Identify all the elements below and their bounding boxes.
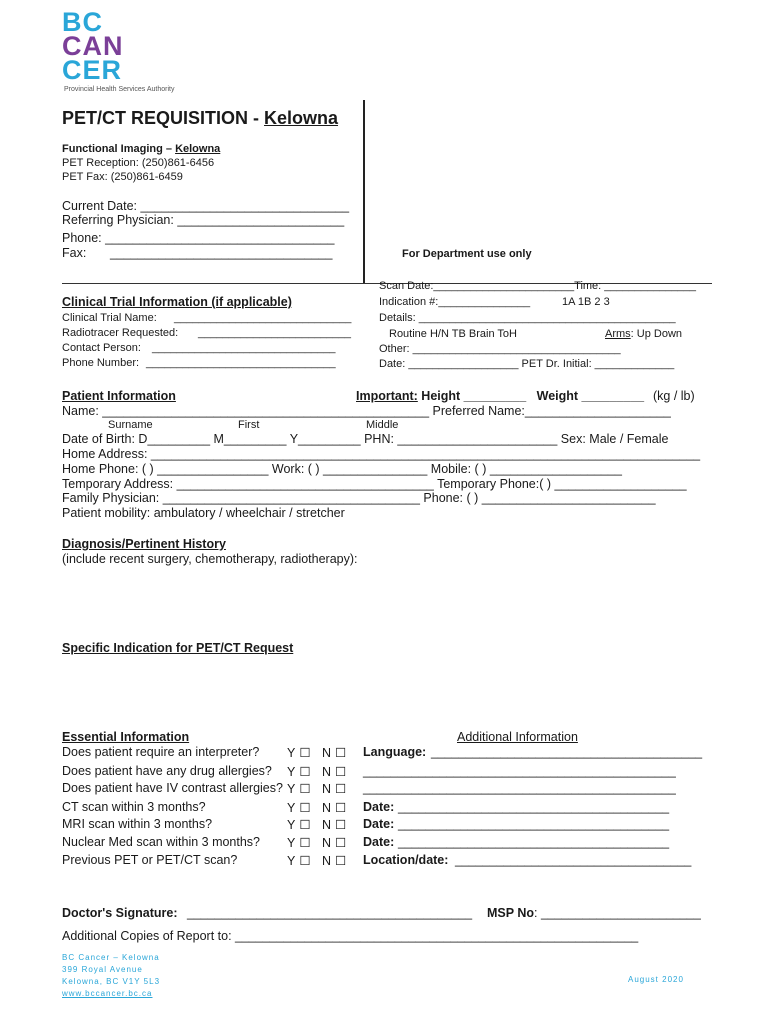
radiotracer-field[interactable]: _________________________ (198, 327, 351, 339)
department-use-heading: For Department use only (402, 248, 532, 260)
footer-website-link[interactable]: www.bccancer.bc.ca (62, 989, 153, 998)
important-label: Important: (356, 389, 418, 403)
language-field[interactable]: _______________________________________ (431, 745, 703, 759)
middle-label: Middle (366, 419, 399, 431)
details-field[interactable]: Details: __________________________________________ (379, 312, 676, 324)
yes-no-checkbox[interactable]: Y☐ N☐ (287, 801, 351, 815)
doctor-signature-label: Doctor's Signature: (62, 906, 178, 920)
logo-line-3: CER (62, 55, 123, 85)
msp-line[interactable] (487, 906, 701, 920)
additional-line-2[interactable]: _____________________________________________ (363, 781, 676, 795)
family-physician-line[interactable]: Family Physician: _____________________________________ Phone: ( ) _________________________ (62, 491, 656, 505)
essential-info-heading: Essential Information (62, 730, 190, 744)
yes-no-checkbox[interactable]: Y☐ N☐ (287, 818, 351, 832)
location-date-label: Location/date: (363, 853, 449, 867)
diagnosis-subtext: (include recent surgery, chemotherapy, radiotherapy): (62, 552, 358, 566)
dob-line[interactable]: Date of Birth: D_________ M_________ Y_________ PHN: _______________________ Sex: Male / Female (62, 432, 669, 446)
yes-no-checkbox[interactable]: Y☐ N☐ (287, 782, 351, 796)
pet-fax: PET Fax: (250)861-6459 (62, 171, 183, 183)
phone-field[interactable]: Phone: _________________________________ (62, 231, 335, 245)
date-field-2[interactable]: _______________________________________ (398, 817, 670, 831)
msp-field[interactable]: : _______________________ (534, 906, 701, 920)
page-title (62, 108, 338, 129)
first-label: First (238, 419, 260, 431)
indication-number-field[interactable]: Indication #:_______________ (379, 296, 531, 308)
yes-no-checkbox[interactable]: Y☐ N☐ (287, 746, 351, 760)
date-label-3: Date: (363, 835, 395, 849)
date-field-3[interactable]: _______________________________________ (398, 835, 670, 849)
doctor-signature-field[interactable]: _________________________________________ (187, 906, 473, 920)
language-label: Language: (363, 745, 427, 759)
temporary-address-line[interactable]: Temporary Address: _____________________________________ Temporary Phone:( ) ___________________ (62, 477, 687, 491)
height-field[interactable]: Height _________ (417, 389, 527, 403)
indication-heading: Specific Indication for PET/CT Request (62, 641, 294, 655)
trial-name-field[interactable]: _____________________________ (174, 312, 352, 324)
fi-prefix: Functional Imaging – (62, 143, 176, 155)
phone-line[interactable]: Home Phone: ( ) ________________ Work: ( ) _______________ Mobile: ( ) ___________________ (62, 462, 622, 476)
fax-label: Fax: (62, 246, 87, 260)
fi-location: Kelowna (175, 143, 221, 155)
date-label-2: Date: (363, 817, 395, 831)
patient-mobility[interactable]: Patient mobility: ambulatory / wheelchair / stretcher (62, 506, 345, 520)
arms-choices: : Up Down (630, 328, 683, 340)
arms-options (605, 328, 682, 340)
question-interpreter: Does patient require an interpreter? (62, 745, 260, 759)
title-prefix: PET/CT REQUISITION - (62, 108, 265, 128)
question-previous-pet: Previous PET or PET/CT scan? (62, 853, 238, 867)
contact-person-label: Contact Person: (62, 342, 141, 354)
trial-name-label: Clinical Trial Name: (62, 312, 157, 324)
referring-physician-field[interactable]: Referring Physician: ________________________ (62, 213, 345, 227)
weight-field[interactable]: Weight _________ (536, 389, 645, 403)
footer-line-3: Kelowna, BC V1Y 5L3 (62, 977, 161, 986)
title-location: Kelowna (264, 108, 339, 128)
question-contrast-allergies: Does patient have IV contrast allergies? (62, 781, 283, 795)
height-weight-line (356, 389, 644, 403)
question-nuclear-med: Nuclear Med scan within 3 months? (62, 835, 261, 849)
yes-no-checkbox[interactable]: Y☐ N☐ (287, 836, 351, 850)
yes-no-checkbox[interactable]: Y☐ N☐ (287, 765, 351, 779)
phone-number-field[interactable]: _______________________________ (146, 357, 336, 369)
arms-label: Arms (605, 328, 631, 340)
contact-person-field[interactable]: ______________________________ (152, 342, 336, 354)
name-field[interactable]: Name: _______________________________________________ Preferred Name:_____________________ (62, 404, 671, 418)
logo-subtitle: Provincial Health Services Authority (64, 86, 175, 93)
routine-options: Routine H/N TB Brain ToH (389, 328, 517, 340)
additional-copies-field[interactable]: Additional Copies of Report to: __________________________________________________________ (62, 929, 639, 943)
home-address-field[interactable]: Home Address: _______________________________________________________________________________ (62, 447, 701, 461)
vertical-divider (363, 100, 365, 283)
question-ct: CT scan within 3 months? (62, 800, 206, 814)
units-label: (kg / lb) (653, 389, 695, 403)
logo-line-1: BC (62, 7, 103, 37)
radiotracer-label: Radiotracer Requested: (62, 327, 179, 339)
question-mri: MRI scan within 3 months? (62, 817, 213, 831)
question-drug-allergies: Does patient have any drug allergies? (62, 764, 272, 778)
footer-line-1: BC Cancer – Kelowna (62, 953, 160, 962)
clinical-trial-heading: Clinical Trial Information (if applicable) (62, 295, 292, 309)
additional-info-heading: Additional Information (457, 730, 578, 744)
patient-info-heading: Patient Information (62, 389, 176, 403)
additional-line-1[interactable]: _____________________________________________ (363, 764, 676, 778)
current-date-field[interactable]: Current Date: ______________________________ (62, 199, 350, 213)
surname-label: Surname (108, 419, 153, 431)
functional-imaging-line (62, 143, 220, 155)
indication-options: 1A 1B 2 3 (562, 296, 610, 308)
phone-number-label: Phone Number: (62, 357, 140, 369)
location-date-field[interactable]: __________________________________ (455, 853, 692, 867)
diagnosis-heading: Diagnosis/Pertinent History (62, 537, 226, 551)
pet-reception: PET Reception: (250)861-6456 (62, 157, 215, 169)
logo-line-2: CAN (62, 31, 124, 61)
fax-field[interactable]: ________________________________ (110, 246, 333, 260)
date-label-1: Date: (363, 800, 395, 814)
other-field[interactable]: Other: __________________________________ (379, 343, 621, 355)
dept-date-field[interactable]: Date: __________________ PET Dr. Initial: _____________ (379, 358, 675, 370)
msp-label: MSP No (487, 906, 534, 920)
footer-date: August 2020 (628, 975, 684, 984)
scan-date-field[interactable]: Scan Date:_______________________Time: _______________ (379, 280, 697, 292)
date-field-1[interactable]: _______________________________________ (398, 800, 670, 814)
bc-cancer-logo (62, 7, 124, 85)
footer-line-2: 399 Royal Avenue (62, 965, 143, 974)
yes-no-checkbox[interactable]: Y☐ N☐ (287, 854, 351, 868)
footer-address (62, 952, 160, 1000)
